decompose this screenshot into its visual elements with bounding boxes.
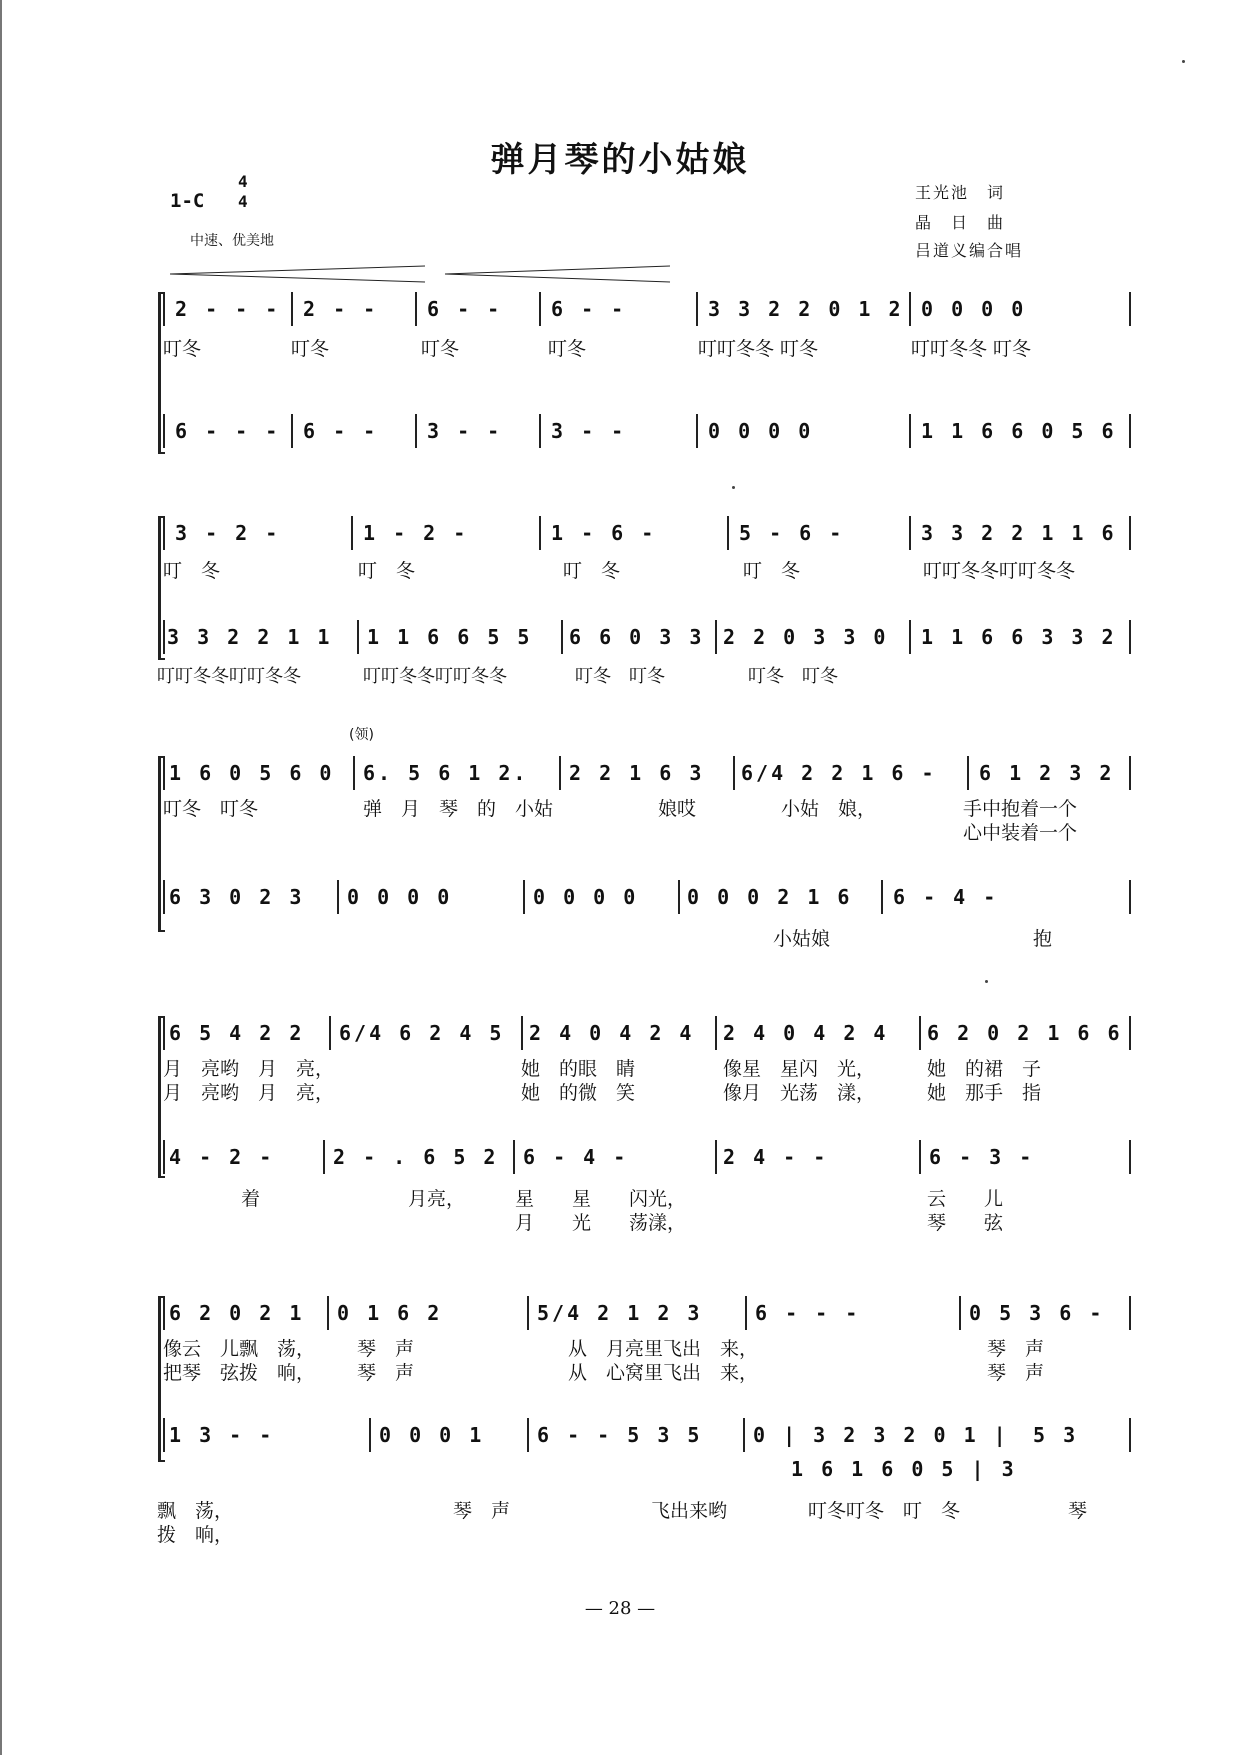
- measure: 5 - 6 -: [739, 521, 845, 545]
- lyric: 她 的裙 子: [927, 1058, 1042, 1080]
- measure: 6 3 0 2 3: [169, 885, 305, 909]
- lower-staff: [163, 1140, 1133, 1174]
- measure: 3 - 2 -: [175, 521, 281, 545]
- lyrics-upper: [163, 560, 1133, 582]
- lyric: 飞出来哟: [651, 1500, 728, 1522]
- upper-staff: [163, 756, 1133, 790]
- measure: 6 1 2 3 2: [979, 761, 1115, 785]
- measure: 0 0 0 0: [533, 885, 639, 909]
- credit-arranger: 吕道义编合唱: [915, 241, 1024, 260]
- measure: 6 2 0 2 1: [169, 1301, 305, 1325]
- crescendo-marks: [170, 264, 690, 284]
- lyric: 抱: [1033, 928, 1053, 950]
- lyrics-lower: [157, 666, 1133, 688]
- measure: 3 - -: [427, 419, 503, 443]
- upper-staff: [163, 1296, 1133, 1330]
- measure: 2 - . 6 5 2: [333, 1145, 499, 1169]
- page-edge: [0, 0, 2, 1755]
- measure: 0 0 0 1: [379, 1423, 485, 1447]
- lyrics-lower: [163, 1188, 1133, 1210]
- measure: 3 3 2 2 1 1: [167, 625, 333, 649]
- lower-staff: [163, 1418, 1133, 1452]
- key-signature: 1-C: [170, 190, 205, 212]
- lyric: 叮冬 叮冬: [163, 798, 259, 820]
- measure: 3 3 2 2 0 1 2: [708, 297, 904, 321]
- lyrics-upper: [163, 1058, 1133, 1080]
- credit-lyricist: 王光池 词: [915, 183, 1006, 202]
- measure: 3 3 2 2 1 1 6: [921, 521, 1117, 545]
- lyric: 叮 冬: [563, 560, 621, 582]
- measure: 6 - 4 -: [893, 885, 999, 909]
- lyrics-upper-verse2: [163, 822, 1133, 844]
- measure: 2 2 0 3 3 0: [723, 625, 889, 649]
- lyric: 小姑娘: [773, 928, 831, 950]
- lyric: 她 的眼 睛: [521, 1058, 636, 1080]
- lyric: 琴 声: [987, 1338, 1045, 1360]
- measure: 2 - -: [303, 297, 379, 321]
- scan-speck: [1182, 60, 1185, 63]
- measure: 6 - 4 -: [523, 1145, 629, 1169]
- lyric: 叮叮冬冬 叮冬: [698, 338, 819, 360]
- lyrics-upper: [163, 1338, 1133, 1360]
- measure: 6/4 6 2 4 5: [339, 1021, 505, 1045]
- lyric: 叮叮冬冬叮叮冬冬: [363, 666, 507, 687]
- measure: 1 3 - -: [169, 1423, 275, 1447]
- measure: 6 - -: [303, 419, 379, 443]
- upper-staff: [163, 1016, 1133, 1050]
- lower-staff: [163, 880, 1133, 914]
- measure: 0 0 0 0: [347, 885, 453, 909]
- upper-staff: [163, 516, 1133, 550]
- lyrics-upper: [163, 798, 1133, 820]
- lyric: 她 那手 指: [927, 1082, 1042, 1104]
- lower-staff: [163, 414, 1133, 448]
- measure: 6 - - -: [755, 1301, 861, 1325]
- lyric: 琴 声: [357, 1362, 415, 1384]
- credit-composer: 晶 日 曲: [915, 213, 1006, 232]
- tempo-marking: 中速、优美地: [190, 233, 274, 249]
- lyric: 飘 荡，: [157, 1500, 234, 1522]
- measure: 0 0 0 0: [921, 297, 1027, 321]
- lyric: 娘哎: [658, 798, 697, 820]
- lyric: 拨 响，: [157, 1524, 234, 1546]
- page-number: — 28 —: [584, 1598, 656, 1619]
- measure: 6. 5 6 1 2.: [363, 761, 529, 785]
- lyric: 叮冬叮冬 叮 冬: [808, 1500, 961, 1522]
- lyric: 像月 光荡 漾，: [723, 1082, 876, 1104]
- measure: 1 6 1 6 0 5 | 3: [791, 1457, 1017, 1481]
- lyric: 星 星 闪光，: [515, 1188, 687, 1210]
- solo-mark: (领): [349, 727, 374, 743]
- measure: 1 1 6 6 5 5: [367, 625, 533, 649]
- song-title: 弹月琴的小姑娘: [490, 140, 750, 180]
- lyric: 叮 冬: [163, 560, 221, 582]
- measure: 6 - - 5 3 5: [537, 1423, 703, 1447]
- time-signature: [238, 172, 248, 212]
- measure: 0 | 3 2 3 2 0 1 |: [753, 1423, 1009, 1447]
- lyric: 弹 月 琴 的 小姑: [363, 798, 554, 820]
- lyric: 像星 星闪 光，: [723, 1058, 876, 1080]
- lyrics-lower-verse2: [157, 1524, 1133, 1546]
- lyric: 叮 冬: [358, 560, 416, 582]
- lyrics-lower: [163, 928, 1133, 950]
- measure: 0 1 6 2: [337, 1301, 443, 1325]
- lyric: 琴: [1068, 1500, 1088, 1522]
- upper-staff: [163, 292, 1133, 326]
- measure: 5/4 2 1 2 3: [537, 1301, 703, 1325]
- measure: 2 - - -: [175, 297, 281, 321]
- lyric: 把琴 弦拨 响，: [163, 1362, 316, 1384]
- lyric: 月 亮哟 月 亮，: [163, 1058, 335, 1080]
- measure: 4 - 2 -: [169, 1145, 275, 1169]
- meter-top: 4: [238, 172, 248, 191]
- measure: 6 - -: [551, 297, 627, 321]
- measure: 5 3: [1033, 1423, 1079, 1447]
- measure: 1 1 6 6 3 3 2: [921, 625, 1117, 649]
- lyric: 月 亮哟 月 亮，: [163, 1082, 335, 1104]
- measure: 0 5 3 6 -: [969, 1301, 1105, 1325]
- lyric: 叮冬: [291, 338, 330, 360]
- lyric: 叮冬: [163, 338, 202, 360]
- lyric: 她 的微 笑: [521, 1082, 636, 1104]
- measure: 0 0 0 0: [708, 419, 814, 443]
- lyric: 叮叮冬冬叮叮冬冬: [157, 666, 301, 687]
- measure: 2 2 1 6 3: [569, 761, 705, 785]
- lyric: 心中装着一个: [963, 822, 1078, 844]
- lyric: 月 光 荡漾，: [515, 1212, 687, 1234]
- lyric: 琴 声: [453, 1500, 511, 1522]
- lyrics-lower-verse2: [163, 1212, 1133, 1234]
- lyrics-upper: [163, 338, 1133, 360]
- measure: 6 5 4 2 2: [169, 1021, 305, 1045]
- lyric: 像云 儿飘 荡，: [163, 1338, 316, 1360]
- measure: 6 - - -: [175, 419, 281, 443]
- measure: 6/4 2 2 1 6 -: [741, 761, 937, 785]
- lyric: 琴 弦: [927, 1212, 1004, 1234]
- lower-staff-alt: [163, 1452, 1133, 1486]
- measure: 1 - 6 -: [551, 521, 657, 545]
- lyric: 从 月亮里飞出 来，: [568, 1338, 759, 1360]
- lyrics-upper-verse2: [163, 1362, 1133, 1384]
- measure: 2 4 0 4 2 4: [723, 1021, 889, 1045]
- lyrics-upper-verse2: [163, 1082, 1133, 1104]
- measure: 1 - 2 -: [363, 521, 469, 545]
- measure: 6 - -: [427, 297, 503, 321]
- lyric: 叮冬 叮冬: [748, 666, 838, 687]
- measure: 6 - 3 -: [929, 1145, 1035, 1169]
- measure: 2 4 0 4 2 4: [529, 1021, 695, 1045]
- lyric: 琴 声: [357, 1338, 415, 1360]
- meter-bottom: 4: [238, 192, 248, 211]
- lyric: 叮冬: [421, 338, 460, 360]
- lower-staff: [163, 620, 1133, 654]
- lyric: 叮冬: [548, 338, 587, 360]
- lyric: 叮 冬: [743, 560, 801, 582]
- lyric: 从 心窝里飞出 来，: [568, 1362, 759, 1384]
- measure: 1 1 6 6 0 5 6: [921, 419, 1117, 443]
- measure: 6 2 0 2 1 6 6: [927, 1021, 1123, 1045]
- lyric: 着: [241, 1188, 261, 1210]
- measure: 2 4 - -: [723, 1145, 829, 1169]
- measure: 1 6 0 5 6 0: [169, 761, 335, 785]
- lyric: 云 儿: [927, 1188, 1004, 1210]
- lyrics-lower: [157, 1500, 1133, 1522]
- lyric: 叮冬 叮冬: [575, 666, 665, 687]
- lyric: 手中抱着一个: [963, 798, 1078, 820]
- lyric: 月亮，: [408, 1188, 466, 1210]
- lyric: 小姑 娘，: [781, 798, 877, 820]
- lyric: 叮叮冬冬叮叮冬冬: [923, 560, 1076, 582]
- measure: 6 6 0 3 3: [569, 625, 705, 649]
- measure: 0 0 0 2 1 6: [687, 885, 853, 909]
- scan-speck: [985, 980, 988, 983]
- measure: 3 - -: [551, 419, 627, 443]
- lyric: 琴 声: [987, 1362, 1045, 1384]
- scan-speck: [732, 486, 735, 489]
- lyric: 叮叮冬冬 叮冬: [911, 338, 1032, 360]
